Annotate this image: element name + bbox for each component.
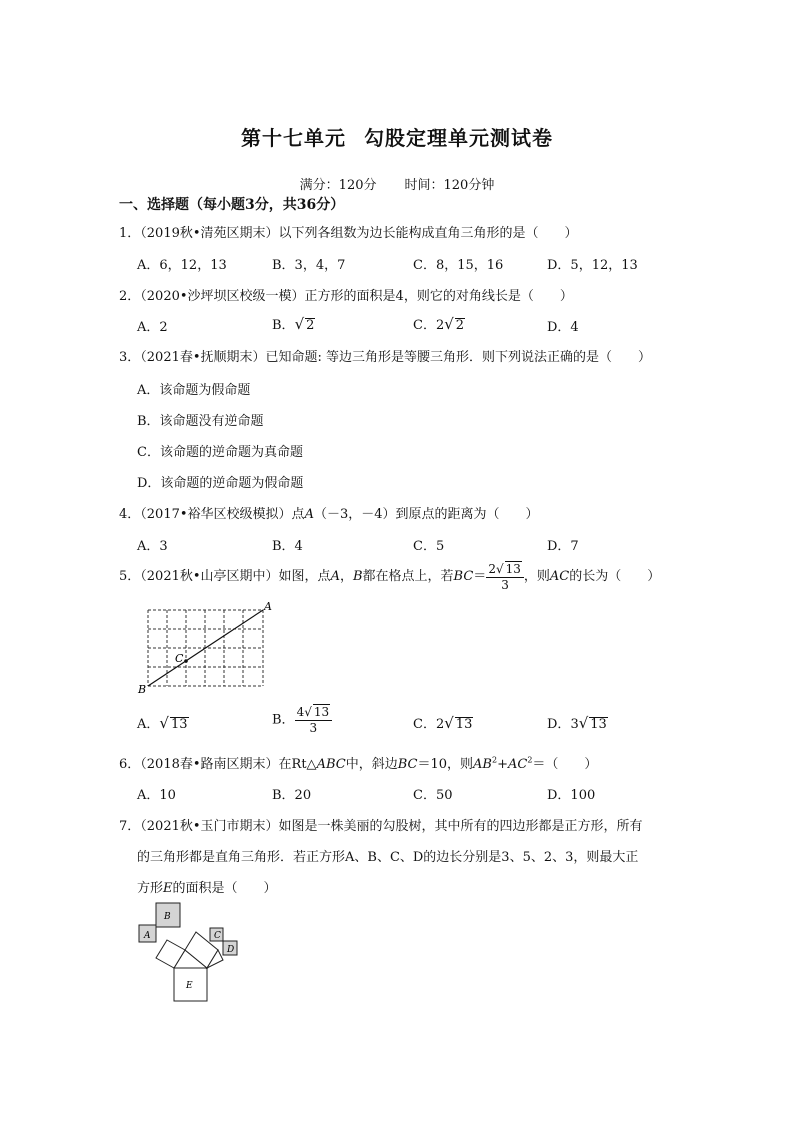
sqrt-symbol: √ — [294, 315, 305, 333]
title-topic: 勾股定理单元测试卷 — [364, 126, 553, 150]
question-2: 2．（2020•沙坪坝区校级一模）正方形的面积是4，则它的对角线长是（ ） — [119, 289, 573, 304]
label-a: A — [144, 931, 151, 941]
full-score: 满分：120分 — [299, 178, 377, 193]
sqrt-symbol: √ — [578, 714, 589, 732]
question-6: 6．（2018春•路南区期末）在Rt△ABC中，斜边BC＝10，则$AB^2+AC^2=$（ ） — [119, 755, 598, 772]
option-c: C．5 — [413, 539, 445, 554]
option-b: B．3，4，7 — [272, 258, 346, 273]
option-b: B．该命题没有逆命题 — [137, 414, 264, 429]
option-a: A．该命题为假命题 — [137, 383, 251, 398]
sqrt-symbol: √ — [444, 714, 454, 732]
option-b: B．4 — [272, 539, 303, 554]
sqrt-symbol: √ — [304, 705, 312, 719]
option-d: D．3√ 13 — [547, 714, 607, 732]
question-text: 如图是一株美丽的勾股树，其中所有的四边形都是正方形，所有 — [278, 819, 643, 834]
point-label: A — [304, 507, 314, 522]
option-a: A．2 — [137, 320, 168, 335]
option-d: D．7 — [547, 539, 579, 554]
grid-figure — [136, 600, 276, 696]
option-b: B．√ 2 — [272, 315, 315, 333]
question-4: 4．（2017•裕华区校级模拟）点A（－3，－4）到原点的距离为（ ） — [119, 507, 539, 522]
option-c: C．2√ 13 — [413, 714, 473, 732]
question-text: 已知命题: 等边三角形是等腰三角形．则下列说法正确的是（ ） — [265, 350, 652, 365]
title-unit: 第十七单元 — [241, 126, 346, 150]
exam-meta — [0, 174, 794, 193]
sqrt-symbol: √ — [159, 714, 169, 732]
label-a: A — [264, 600, 272, 613]
option-d: D．100 — [547, 788, 596, 803]
label-c: C — [214, 931, 221, 941]
question-7-line-3: 方形E的面积是（ ） — [137, 881, 277, 896]
label-b: B — [138, 683, 147, 696]
label-b: B — [164, 912, 171, 922]
option-c: C．该命题的逆命题为真命题 — [137, 445, 303, 460]
question-3: 3．（2021春•抚顺期末）已知命题: 等边三角形是等腰三角形．则下列说法正确的是（ ） — [119, 350, 652, 365]
option-a: A．√ 13 — [137, 714, 188, 732]
option-b: B． $\frac{4√ 13}{3}$ — [272, 704, 332, 736]
label-c: C — [175, 652, 184, 665]
pythagoras-tree-figure — [134, 898, 246, 1004]
fraction: $\frac{4√ 13}{3}$ — [295, 704, 333, 736]
section-heading: 一、选择题（每小题3分，共36分） — [119, 197, 345, 213]
page-title — [0, 122, 794, 151]
label-e: E — [186, 981, 193, 991]
question-source: （2021秋•山亭区期中） — [140, 569, 279, 584]
option-c: C．8，15，16 — [413, 258, 504, 273]
question-source: （2021春•抚顺期末） — [140, 350, 266, 365]
option-a: A．10 — [137, 788, 176, 803]
question-1: 1．（2019秋•清苑区期末）以下列各组数为边长能构成直角三角形的是（ ） — [119, 226, 578, 241]
option-a: A．3 — [137, 539, 168, 554]
sqrt-symbol: √ — [444, 315, 454, 333]
fraction: $\frac{2√ 13}{3}$ — [486, 561, 524, 593]
question-text: 正方形的面积是4，则它的对角线长是（ ） — [304, 289, 573, 304]
question-7: 7．（2021秋•玉门市期末）如图是一株美丽的勾股树，其中所有的四边形都是正方形，所有 — [119, 819, 643, 834]
option-d: D．该命题的逆命题为假命题 — [137, 476, 304, 491]
question-source: （2021秋•玉门市期末） — [140, 819, 279, 834]
question-7-line-2: 的三角形都是直角三角形．若正方形A、B、C、D的边长分别是3、5、2、3，则最大正 — [137, 850, 639, 865]
sqrt-symbol: √ — [495, 561, 504, 576]
option-d: D．4 — [547, 320, 579, 335]
option-c: C．50 — [413, 788, 453, 803]
question-source: （2020•沙坪坝区校级一模） — [140, 289, 305, 304]
question-text: 以下列各组数为边长能构成直角三角形的是（ ） — [278, 226, 578, 241]
question-5: 5．（2021秋•山亭区期中）如图，点A，B都在格点上，若BC＝ $\frac{2√ 13}{3}$ ，则AC的长为（ ） — [119, 561, 661, 592]
question-source: （2018春•路南区期末） — [140, 757, 279, 772]
option-b: B．20 — [272, 788, 312, 803]
question-source: （2017•裕华区校级模拟） — [140, 507, 292, 522]
option-a: A．6，12，13 — [137, 258, 227, 273]
option-d: D．5，12，13 — [547, 258, 638, 273]
option-c: C．2√ 2 — [413, 315, 465, 333]
label-d: D — [227, 945, 235, 955]
question-source: （2019秋•清苑区期末） — [140, 226, 279, 241]
point-c — [184, 659, 188, 663]
exam-time: 时间：120分钟 — [404, 178, 495, 193]
